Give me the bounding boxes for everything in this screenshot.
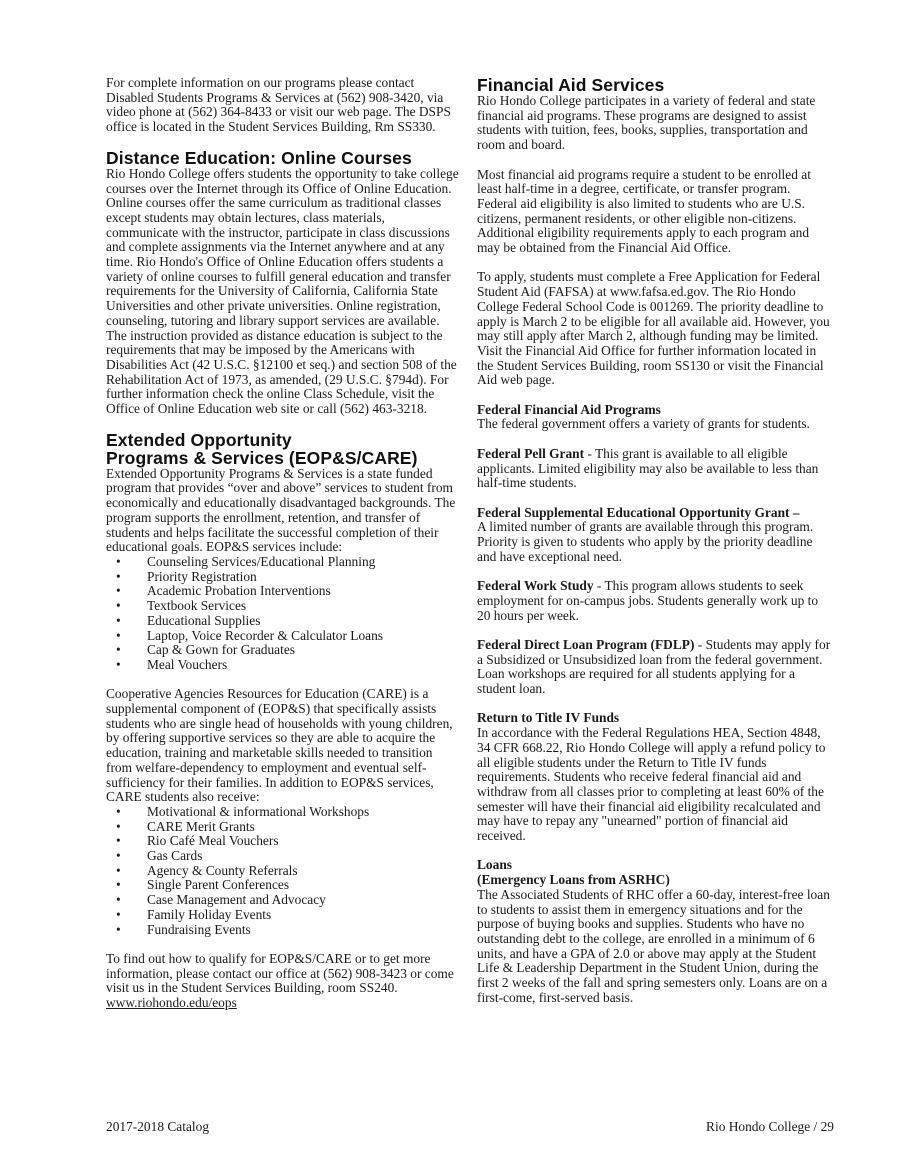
list-item: • Textbook Services bbox=[106, 599, 460, 614]
federal-programs-body: The federal government offers a variety of grants for students. bbox=[477, 416, 810, 432]
loans-body: The Associated Students of RHC offer a 60-day, interest-free loan to students to assist them in emergency situations and for the purpose of buying books and supplies. Students who have no outstanding debt to the college, are enrolled in a minimum of 6 units, and have a GPA of 2.0 or above may apply at the Student Life & Leadership Department in the Student Union, during the first 2 weeks of the fall and spring semesters only. Loans are on a first-come, first-served basis. bbox=[477, 886, 830, 1005]
list-item: • Agency & County Referrals bbox=[106, 864, 460, 879]
list-item: • CARE Merit Grants bbox=[106, 820, 460, 835]
eops-services-list bbox=[106, 555, 460, 673]
qualify-text: To find out how to qualify for EOP&S/CARE or to get more information, please contact our office at (562) 908-3423 or come visit us in the Student Services Building, room SS240. bbox=[106, 950, 454, 996]
list-item: • Meal Vouchers bbox=[106, 658, 460, 673]
footer-page-number: Rio Hondo College / 29 bbox=[706, 1119, 834, 1134]
work-study-paragraph bbox=[477, 579, 833, 623]
eops-link[interactable]: www.riohondo.edu/eops bbox=[106, 995, 237, 1011]
care-body: Cooperative Agencies Resources for Education (CARE) is a supplemental component of (EOP&S) that specifically assists students who are single head of households with young children, by offering supportive services so they are able to acquire the education, training and marketable skills needed to transition from welfare-dependency to employment and eventual self-sufficiency for their families. In addition to EOP&S services, CARE students also receive: bbox=[106, 686, 453, 805]
list-item: • Priority Registration bbox=[106, 570, 460, 585]
list-item: • Rio Café Meal Vouchers bbox=[106, 834, 460, 849]
loans-subheading: (Emergency Loans from ASRHC) bbox=[477, 872, 670, 888]
left-column bbox=[106, 76, 460, 1011]
list-item: • Gas Cards bbox=[106, 849, 460, 864]
pell-grant-heading: Federal Pell Grant bbox=[477, 445, 585, 461]
list-item: • Motivational & informational Workshops bbox=[106, 805, 460, 820]
list-item: • Case Management and Advocacy bbox=[106, 893, 460, 908]
fseog-body: A limited number of grants are available through this program. Priority is given to students who apply by the priority deadline and have exceptional need. bbox=[477, 519, 814, 564]
dsps-info: For complete information on our programs please contact Disabled Students Programs & Services at (562) 908-3420, via video phone at (562) 364-8433 or visit our web page. The DSPS office is located in the Student Services Building, Rm SS330. bbox=[106, 75, 451, 135]
footer-catalog-year: 2017-2018 Catalog bbox=[106, 1119, 210, 1134]
financial-aid-intro: Rio Hondo College participates in a variety of federal and state financial aid programs. These programs are designed to assist students with tuition, fees, books, supplies, transportation and room and board. bbox=[477, 93, 816, 153]
eops-heading-line1: Extended Opportunity bbox=[106, 429, 292, 450]
list-item: • Family Holiday Events bbox=[106, 908, 460, 923]
list-item: • Laptop, Voice Recorder & Calculator Loans bbox=[106, 629, 460, 644]
care-services-list bbox=[106, 805, 460, 937]
qualify-body bbox=[106, 952, 460, 1011]
financial-aid-apply: To apply, students must complete a Free Application for Federal Student Aid (FAFSA) at www.fafsa.ed.gov. The Rio Hondo College Federal School Code is 001269. The priority deadline to apply is March 2 to be eligible for all available aid. However, you may still apply after March 2, although funding may be limited. Visit the Financial Aid Office for further information located in the Student Services Building, room SS130 or visit the Financial Aid web page. bbox=[477, 269, 830, 388]
list-item: • Single Parent Conferences bbox=[106, 878, 460, 893]
eops-heading bbox=[106, 431, 460, 467]
pell-grant-paragraph bbox=[477, 447, 833, 491]
federal-programs-heading: Federal Financial Aid Programs bbox=[477, 401, 661, 417]
list-item: • Educational Supplies bbox=[106, 614, 460, 629]
financial-aid-eligibility: Most financial aid programs require a student to be enrolled at least half-time in a degree, certificate, or transfer program. Federal aid eligibility is also limited to students who are U.S. citizens, permanent residents, or other eligible non-citizens. Additional eligibility requirements apply to each program and may be obtained from the Financial Aid Office. bbox=[477, 166, 811, 256]
distance-education-body: Rio Hondo College offers students the opportunity to take college courses over the Internet through its Office of Online Education. Online courses offer the same curriculum as traditional classes except students may obtain lectures, class materials, communicate with the instructor, participate in class discussions and complete assignments via the Internet anywhere and at any time. Rio Hondo's Office of Online Education offers students a variety of online courses to fulfill general education and transfer requirements for the University of California, California State Universities and other private universities. Online registration, counseling, tutoring and library support services are available. The instruction provided as distance education is subject to the requirements that may be imposed by the Americans with Disabilities Act (42 U.S.C. §12100 et seq.) and section 508 of the Rehabilitation Act of 1973, as amended, (29 U.S.C. §794d). For further information check the online Class Schedule, visit the Office of Online Education web site or call (562) 463-3218. bbox=[106, 165, 459, 417]
return-title-iv-heading: Return to Title IV Funds bbox=[477, 710, 620, 726]
pell-grant-body: - This grant is available to all eligible applicants. Limited eligibility may also be available to less than half-time students. bbox=[477, 445, 819, 491]
work-study-body: - This program allows students to seek employment for on-campus jobs. Students generally work up to 20 hours per week. bbox=[477, 578, 819, 623]
fseog-heading: Federal Supplemental Educational Opportunity Grant – bbox=[477, 504, 800, 520]
direct-loan-heading: Federal Direct Loan Program (FDLP) bbox=[477, 636, 695, 652]
return-title-iv-body: In accordance with the Federal Regulations HEA, Section 4848, 34 CFR 668.22, Rio Hondo College will apply a refund policy to all eligible students under the Return to Title IV funds requirements. Students who receive federal financial aid and withdraw from all classes prior to completing at least 60% of the semester will have their financial aid eligibility recalculated and may have to repay any "unearned" portion of financial aid received. bbox=[477, 725, 826, 844]
list-item: • Counseling Services/Educational Planning bbox=[106, 555, 460, 570]
eops-heading-line2: Programs & Services (EOP&S/CARE) bbox=[106, 447, 418, 468]
direct-loan-paragraph bbox=[477, 638, 833, 697]
distance-education-heading: Distance Education: Online Courses bbox=[106, 147, 412, 168]
list-item: • Cap & Gown for Graduates bbox=[106, 643, 460, 658]
list-item: • Fundraising Events bbox=[106, 923, 460, 938]
direct-loan-body: - Students may apply for a Subsidized or Unsubsidized loan from the federal government. Loan workshops are required for all students applying for a student loan. bbox=[477, 636, 831, 697]
financial-aid-heading: Financial Aid Services bbox=[477, 75, 665, 95]
loans-heading: Loans bbox=[477, 857, 512, 873]
eops-body: Extended Opportunity Programs & Services is a state funded program that provides “over and above” services to student from economically and educationally disadvantaged backgrounds. The program supports the enrollment, retention, and transfer of students and helps facilitate the successful completion of their educational goals. EOP&S services include: bbox=[106, 465, 456, 555]
list-item: • Academic Probation Interventions bbox=[106, 584, 460, 599]
right-column bbox=[477, 76, 833, 1005]
work-study-heading: Federal Work Study bbox=[477, 578, 594, 594]
